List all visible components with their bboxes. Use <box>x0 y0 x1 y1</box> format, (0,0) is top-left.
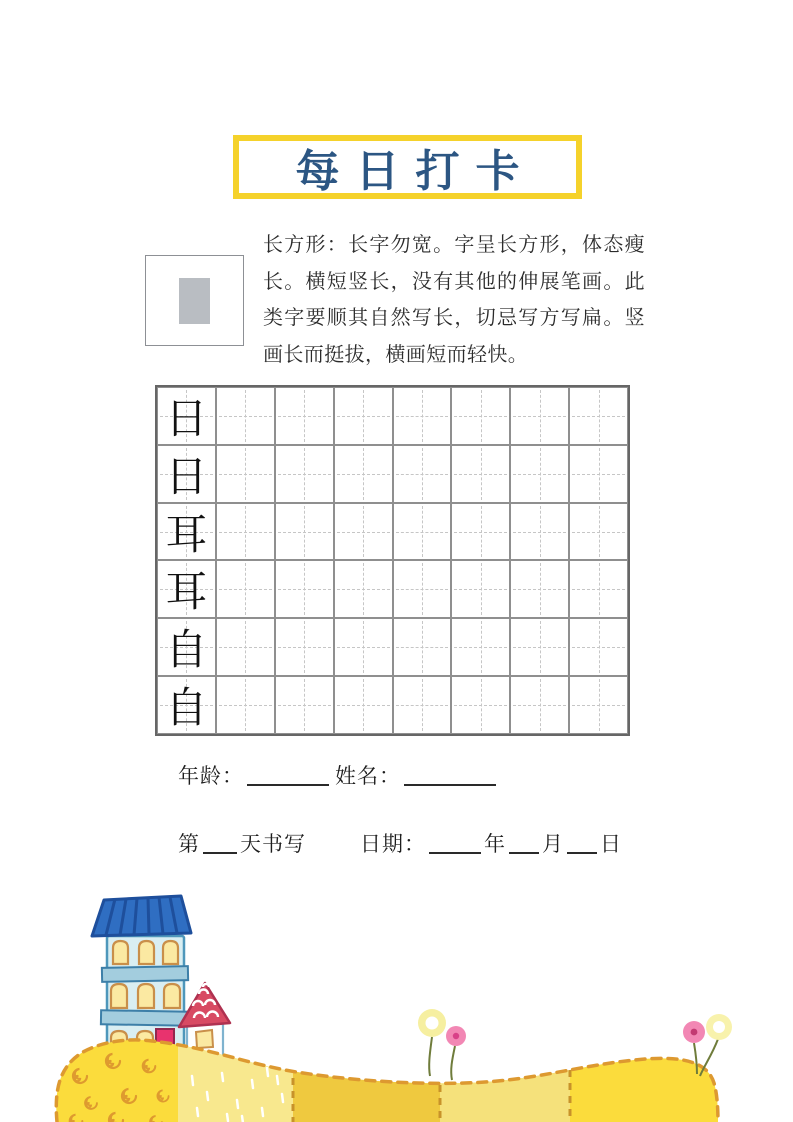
flower-pink-right <box>683 1021 705 1043</box>
practice-cell <box>510 445 569 503</box>
age-field-row <box>178 760 332 790</box>
tall-house-band <box>102 966 188 982</box>
practice-cell <box>275 560 334 618</box>
date-label: 日期： <box>360 832 426 856</box>
practice-cell <box>510 676 569 734</box>
day-count-blank-line <box>203 832 237 854</box>
model-character-cell <box>157 618 216 676</box>
tall-house-windows-floor1 <box>113 941 178 964</box>
practice-cell <box>393 445 452 503</box>
model-character: 耳 <box>165 567 208 617</box>
practice-cell <box>451 503 510 561</box>
practice-cell <box>569 618 628 676</box>
practice-cell <box>334 445 393 503</box>
model-character: 日 <box>165 393 208 443</box>
example-shape-box <box>145 255 244 346</box>
practice-cell <box>569 503 628 561</box>
practice-cell <box>510 618 569 676</box>
bottom-illustration <box>0 880 793 1122</box>
age-blank-line <box>247 764 329 786</box>
practice-cell <box>334 676 393 734</box>
practice-cell <box>510 387 569 445</box>
name-blank-line <box>404 764 496 786</box>
practice-cell <box>510 503 569 561</box>
rectangle-shape <box>179 278 210 324</box>
practice-cell <box>569 560 628 618</box>
day-count-row <box>178 828 306 858</box>
month-blank-line <box>509 832 539 854</box>
practice-cell <box>569 445 628 503</box>
practice-cell <box>451 445 510 503</box>
name-field-row <box>335 760 499 790</box>
practice-cell <box>393 387 452 445</box>
month-label: 月 <box>542 832 564 856</box>
hill-patch-bright <box>570 1030 718 1122</box>
practice-cell <box>216 445 275 503</box>
practice-cell <box>334 560 393 618</box>
day-prefix-label: 第 <box>178 832 200 856</box>
model-character: 自 <box>165 625 208 675</box>
date-field-row <box>360 828 622 858</box>
practice-cell <box>451 560 510 618</box>
age-label: 年龄： <box>178 764 244 788</box>
practice-cell <box>216 503 275 561</box>
practice-cell <box>334 618 393 676</box>
practice-cell <box>451 676 510 734</box>
year-blank-line <box>429 832 481 854</box>
practice-cell <box>569 676 628 734</box>
model-character: 耳 <box>165 509 208 559</box>
small-house-window <box>196 1030 213 1048</box>
practice-cell <box>393 503 452 561</box>
practice-cell <box>334 503 393 561</box>
practice-cell <box>569 387 628 445</box>
day-suffix-label: 天书写 <box>240 832 306 856</box>
practice-grid <box>155 385 630 736</box>
model-character-cell <box>157 676 216 734</box>
practice-cell <box>216 676 275 734</box>
day-label: 日 <box>600 832 622 856</box>
flower-pink-left <box>446 1026 466 1046</box>
practice-cell <box>275 503 334 561</box>
practice-cell <box>216 387 275 445</box>
instruction-paragraph: 长方形：长字勿宽。字呈长方形，体态瘦长。横短竖长，没有其他的伸展笔画。此类字要顺其自然写长，切忌写方写扁。竖画长而挺拔，横画短而轻快。 <box>263 232 645 366</box>
practice-cell <box>275 445 334 503</box>
flower-yellow-right <box>706 1014 732 1040</box>
practice-cell <box>216 560 275 618</box>
practice-cell <box>216 618 275 676</box>
model-character-cell <box>157 503 216 561</box>
day-blank-line <box>567 832 597 854</box>
hill <box>56 1030 718 1122</box>
practice-cell <box>393 618 452 676</box>
practice-cell <box>334 387 393 445</box>
tall-house-band <box>101 1010 189 1026</box>
practice-cell <box>275 676 334 734</box>
hill-patch-gold <box>293 1030 440 1122</box>
flower-yellow-left <box>418 1009 446 1037</box>
model-character-cell <box>157 560 216 618</box>
model-character-cell <box>157 387 216 445</box>
practice-cell <box>275 618 334 676</box>
practice-cell <box>393 676 452 734</box>
name-label: 姓名： <box>335 764 401 788</box>
year-label: 年 <box>484 832 506 856</box>
tall-house <box>92 896 191 1062</box>
practice-cell <box>393 560 452 618</box>
practice-cell <box>275 387 334 445</box>
model-character: 自 <box>165 683 208 733</box>
page-title: 每日打卡 <box>295 147 536 196</box>
practice-cell <box>510 560 569 618</box>
model-character-cell <box>157 445 216 503</box>
model-character: 日 <box>165 451 208 501</box>
tall-house-windows-floor2 <box>111 984 180 1008</box>
practice-cell <box>451 618 510 676</box>
title-banner <box>233 135 582 199</box>
practice-cell <box>451 387 510 445</box>
